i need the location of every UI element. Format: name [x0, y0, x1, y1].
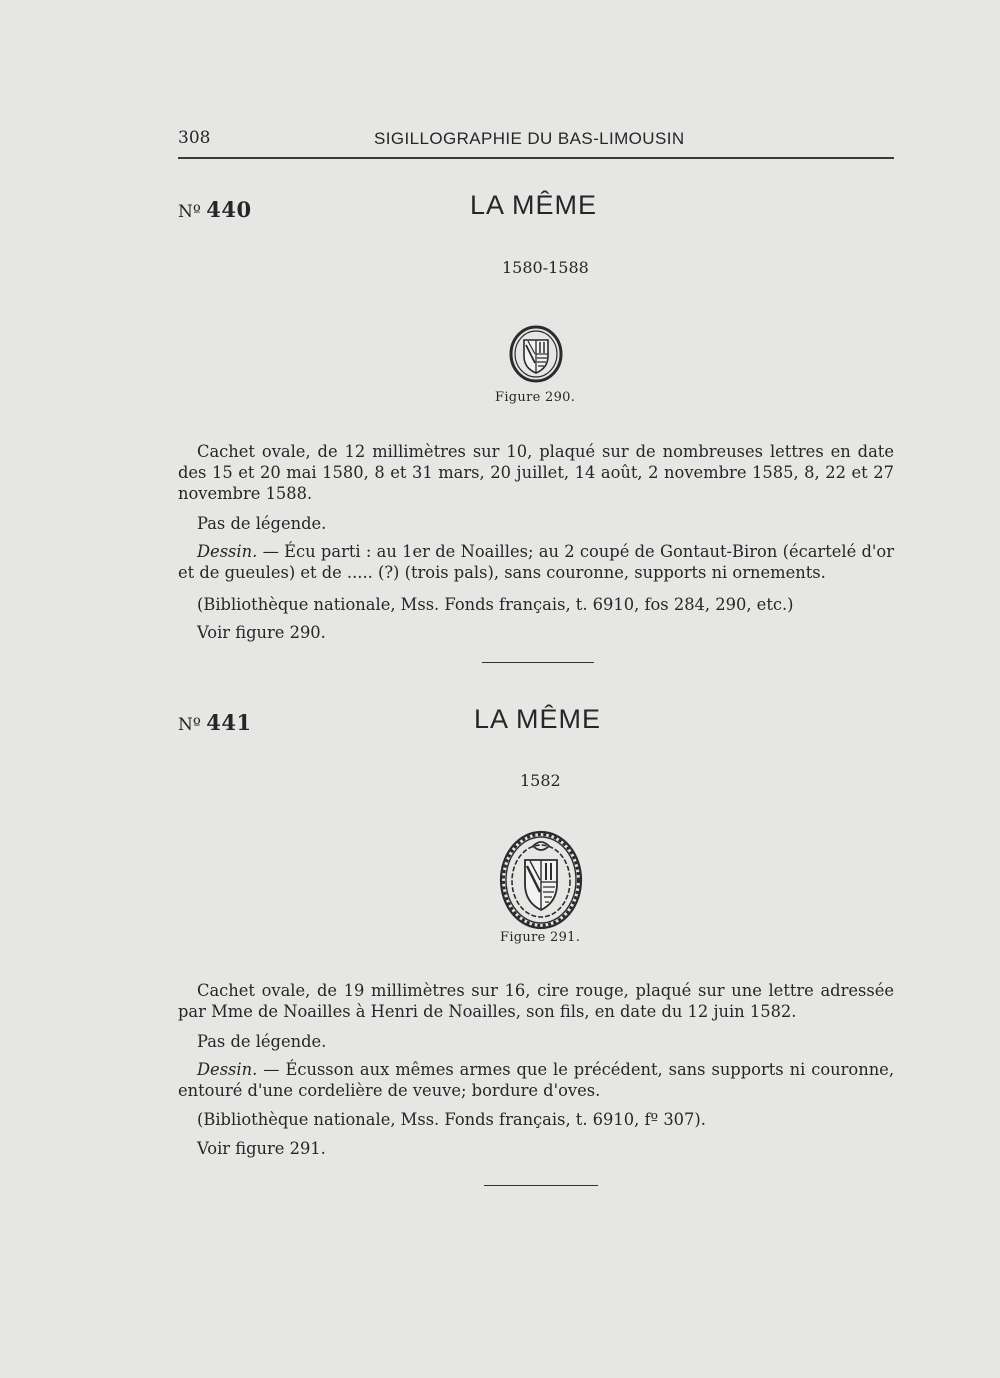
entry-date: 1580-1588 — [502, 258, 589, 277]
dessin-paragraph — [178, 541, 894, 583]
seal-description: Cachet ovale, de 19 millimètres sur 16, cire rouge, plaqué sur une lettre adressée par Mme de Noailles à Henri de Noailles, son fils, en date du 12 juin 1582. — [178, 981, 894, 1021]
entry-number-prefix: Nº — [178, 715, 201, 735]
entry-title: LA MÊME — [474, 704, 602, 734]
entry-number-prefix: Nº — [178, 202, 201, 222]
entry-number-440 — [178, 197, 252, 222]
see-figure: Voir figure 290. — [197, 623, 326, 642]
section-separator — [484, 1185, 598, 1186]
dessin-label: Dessin. — [197, 542, 258, 561]
entry-title: LA MÊME — [470, 190, 598, 220]
entry-number-value: 441 — [206, 710, 252, 735]
dessin-text: — Écusson aux mêmes armes que le précédent, sans supports ni couronne, entouré d'une cordelière de veuve; bordure d'oves. — [178, 1060, 894, 1100]
figure-caption: Figure 290. — [495, 390, 576, 405]
see-figure: Voir figure 291. — [197, 1139, 326, 1158]
entry-number-441 — [178, 710, 252, 735]
dessin-text: — Écu parti : au 1er de Noailles; au 2 coupé de Gontaut-Biron (écartelé d'or et de gueules) et de ..... (?) (trois pals), sans couronne, supports ni ornements. — [178, 542, 894, 582]
seal-description: Cachet ovale, de 12 millimètres sur 10, plaqué sur de nombreuses lettres en date des 15 et 20 mai 1580, 8 et 31 mars, 20 juillet, 14 août, 2 novembre 1585, 8, 22 et 27 novembre 1588. — [178, 442, 894, 503]
legend-note: Pas de légende. — [197, 1032, 327, 1051]
header-rule — [178, 157, 894, 159]
legend-note: Pas de légende. — [197, 514, 327, 533]
page-number: 308 — [178, 128, 211, 148]
dessin-paragraph — [178, 1059, 894, 1101]
entry-number-value: 440 — [206, 197, 252, 222]
source-reference: (Bibliothèque nationale, Mss. Fonds français, t. 6910, fº 307). — [197, 1110, 706, 1129]
seal-figure-290 — [506, 323, 566, 385]
section-separator — [482, 662, 594, 663]
running-title: SIGILLOGRAPHIE DU BAS-LIMOUSIN — [374, 129, 685, 148]
source-reference: (Bibliothèque nationale, Mss. Fonds français, t. 6910, fos 284, 290, etc.) — [197, 595, 794, 614]
running-head — [178, 128, 894, 152]
figure-caption: Figure 291. — [500, 930, 581, 945]
entry-date: 1582 — [520, 771, 561, 790]
dessin-label: Dessin. — [197, 1060, 258, 1079]
seal-figure-291 — [499, 830, 583, 930]
